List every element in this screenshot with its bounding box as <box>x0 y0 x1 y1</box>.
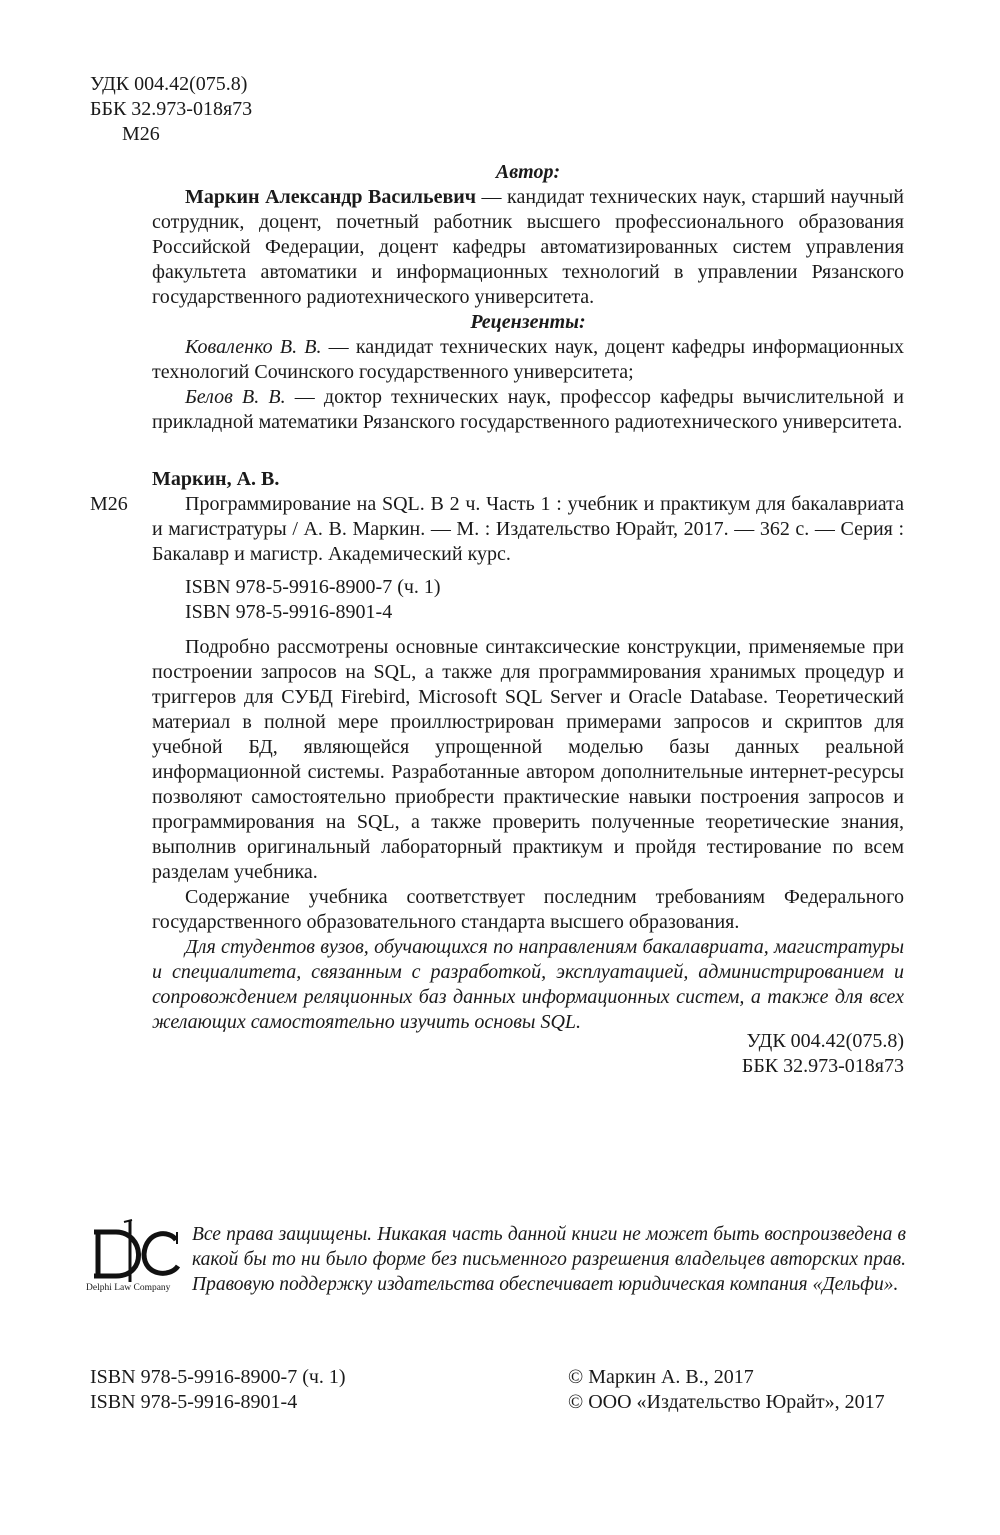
rights-text: Все права защищены. Никакая часть данной книги не может быть воспроизведена в какой бы то ни было форме без письменного разрешения владельцев авторских прав. Правовую поддержку издательства обеспечивает юридическая компания «Дельфи». <box>192 1224 906 1295</box>
reviewer-description: — кандидат технических наук, доцент кафедры информационных технологий Сочинского государственного университета; <box>152 336 905 383</box>
biblio-mark: М26 <box>90 493 128 515</box>
biblio-description: Программирование на SQL. В 2 ч. Часть 1 : учебник и практикум для бакалавриата и магистратуры / А. В. Маркин. — М. : Издательство Юрайт, 2017. — 362 с. — Серия : Бакалавр и магистр. Академический курс. <box>152 493 904 565</box>
reviewer-name: Коваленко В. В. <box>185 336 322 358</box>
delphi-logo-icon <box>86 1218 188 1284</box>
reviewer-item <box>152 385 904 435</box>
abstract-paragraph: Подробно рассмотрены основные синтаксические конструкции, применяемые при построении запросов на SQL, а также для программирования хранимых процедур и триггеров для СУБД Firebird, Microsoft SQL Server и Oracle Database. Теоретический материал в полной мере проиллюстрирован примерами запросов и скриптов для учебной БД, являющейся упрощенной моделью базы данных реальной информационной системы. Разработанные автором дополнительные интернет-ресурсы позволяют самостоятельно приобрести практические навыки построения запросов и программирования на SQL, а также проверить полученные теоретические знания, выполнив оригинальный лабораторный практикум и пройдя тестирование по всем разделам учебника. <box>152 636 904 883</box>
udk-code: УДК 004.42(075.8) <box>746 1030 904 1052</box>
reviewer-description: — доктор технических наук, профессор кафедры вычислительной и прикладной математики Рязанского государственного радиотехнического университета. <box>152 386 904 433</box>
logo-caption: Delphi Law Company <box>86 1283 171 1293</box>
reviewers-heading: Рецензенты: <box>470 311 586 333</box>
abstract <box>152 635 904 1035</box>
author-paragraph <box>152 185 904 310</box>
reviewers-section <box>152 310 904 435</box>
reviewer-name: Белов В. В. <box>185 386 286 408</box>
classification-codes-top <box>90 72 252 147</box>
reviewer-item <box>152 335 904 385</box>
rights-notice <box>86 1218 906 1298</box>
author-mark: М26 <box>122 123 160 145</box>
author-description: — кандидат технических наук, старший научный сотрудник, доцент, почетный работник высшего профессионального образования Российской Федерации, доцент кафедры автоматизированных систем управления факультета автоматики и информационных технологий в управлении Рязанского государственного радиотехнического университета. <box>152 186 904 308</box>
abstract-paragraph: Содержание учебника соответствует последним требованиям Федерального государственного образовательного стандарта высшего образования. <box>152 886 904 933</box>
classification-codes-right <box>742 1029 904 1079</box>
isbn-item: ISBN 978-5-9916-8901-4 <box>185 601 393 623</box>
isbn-item: ISBN 978-5-9916-8900-7 (ч. 1) <box>90 1366 346 1388</box>
biblio-isbn-list <box>185 575 441 625</box>
footer-isbn-list <box>90 1365 346 1415</box>
footer-copyrights <box>568 1365 885 1415</box>
delphi-law-logo <box>86 1218 188 1298</box>
author-heading: Автор: <box>495 161 561 183</box>
biblio-author-heading: Маркин, А. В. <box>152 468 280 490</box>
bbk-code: ББК 32.973-018я73 <box>741 1055 904 1077</box>
isbn-item: ISBN 978-5-9916-8900-7 (ч. 1) <box>185 576 441 598</box>
copyright-item: © ООО «Издательство Юрайт», 2017 <box>568 1391 885 1413</box>
author-section <box>152 160 904 310</box>
udk-code: УДК 004.42(075.8) <box>90 73 248 95</box>
author-name: Маркин Александр Васильевич <box>185 186 477 208</box>
bbk-code: ББК 32.973-018я73 <box>90 98 253 120</box>
copyright-item: © Маркин А. В., 2017 <box>568 1366 754 1388</box>
isbn-item: ISBN 978-5-9916-8901-4 <box>90 1391 298 1413</box>
audience-paragraph: Для студентов вузов, обучающихся по направлениям бакалавриата, магистратуры и специалитета, связанным с разработкой, эксплуатацией, администрированием и сопровождением реляционных баз данных информационных систем, а также для всех желающих самостоятельно изучить основы SQL. <box>152 936 904 1033</box>
